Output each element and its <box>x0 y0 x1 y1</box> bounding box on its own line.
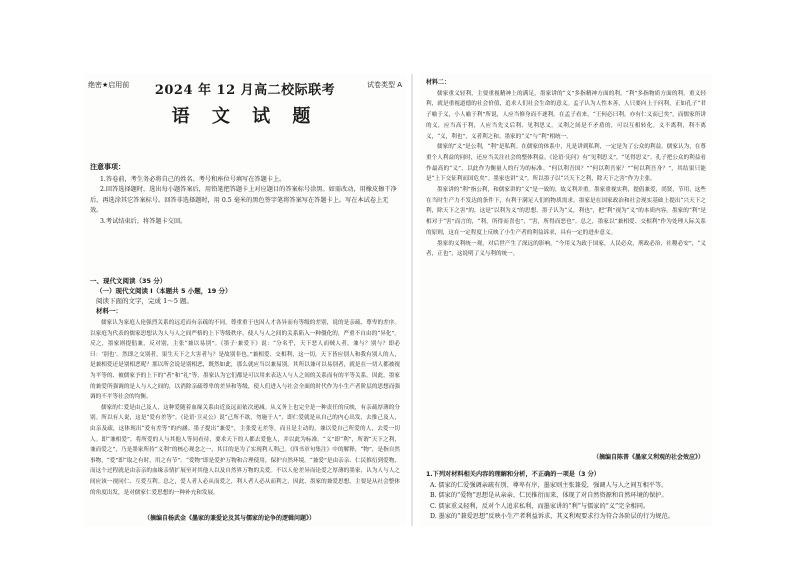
exam-title: 2024 年 12 月高二校际联考 <box>154 83 336 98</box>
material2-paragraph: 儒家的“义”是公利，“利”是私利。在儒家的体系中，凡是讲到私利，一定是为了公众的利益。儒家认为，在尊重个人利益的同时，还应当关注社会的整体利益。《论语·宪问》有“见利思义”，“见得思义”。孔子把公众的利益看作最高的“义”，以此作为衡量人的行为的标准。“何以利吾国？”“何以利吾家？”“何以利吾身？”，其结果只能是“上下交征利而国危矣”。墨家也讲“义”。所以墨子以“兴天下之利，除天下之害”作为主张。 <box>426 144 706 183</box>
material2-paragraph: 儒家重义轻利，主要重视精神上的满足，墨家讲的“义”多指精神方面的利，“利”多指物质方面的利。重义轻利，就是重视道德的社会价值，追求人们社会生命的意义。孟子认为人性本善，人只要向上于问利，正如孔子“君子喻于义，小人喻于利”所说，人应当修身而不逐利。在孟子看来，“王何必曰利，亦有仁义而已矣”，而儒家所讲的义，应当高于利，人应当先义后利、见利思义。义利之间是不矛盾的，可以互相转化。义不离利，利不离义，“义，利也”，义者利之和。墨家的“义”与“利”相统一。 <box>426 90 706 140</box>
question-1 <box>426 470 706 523</box>
exam-notes <box>90 162 400 227</box>
material2-paragraph: 墨家讲的“利”指公利，和儒家讲的“义”是一致的，故义利并重。墨家重视实利，提倡兼爱，尚贤，节用，这些在当时生产力不发达的条件下，有利于满足人们的物质需求。墨家是在国家政治和社会现实基础上提出“兴天下之利，除天下之害”的，这是“以利为义”的思想。墨子认为“义，利也”，把“利”视为“义”的本质内容。墨家的“利”是相对于“害”而言的，“利，所得而喜也”，“害，所得而恶也”。总之，墨家以“兼相爱、交相利”作为处理人际关系的原则，这在一定程度上反映了小生产者的利益诉求，具有一定的进步意义。 <box>426 187 706 236</box>
section-title: 一、现代文阅读（35 分） <box>90 277 167 285</box>
material2-paragraph: 墨家的义利统一观，对后世产生了深远的影响。“今用义为政于国家，人民必众，刑政必治，社稷必安”，“义者，正也”，这说明了义与利的统一。 <box>426 240 706 258</box>
subsection-title: （一）现代文阅读 I（本题共 5 小题，19 分） <box>96 287 232 295</box>
paper-type-label: 试卷类型 A <box>366 81 402 89</box>
option-b: B. 儒家的“爱物”思想是从亲亲、仁民推衍而来，体现了对自然资源和自然环境的保护。 <box>430 492 668 500</box>
material1-text <box>90 318 400 498</box>
question-1-title: 1.下列对材料相关内容的理解和分析，不正确的一项是（3 分） <box>426 471 600 478</box>
material1-caption: （摘编自杨武金《墨家的兼爱论及其与儒家的论争的逻辑问题》） <box>144 515 316 522</box>
material1-label: 材料一： <box>96 307 122 315</box>
note-item: 3.考试结束后，将答题卡交回。 <box>100 217 187 225</box>
confidential-mark: 绝密★启用前 <box>88 81 130 89</box>
note-item: 2.回答选择题时，选出每小题答案后，用铅笔把答题卡上对应题目的答案标号涂黑。如需改动，用橡皮擦干净后，再选涂其它答案标号。回答非选择题时，用 0.5 毫米的黑色签字笔将答案写在答题卡上。写在本试卷上无效。 <box>90 186 397 214</box>
option-a: A. 儒家的仁爱强调亲疏有别、尊卑有序，墨家则主张兼爱，强调人与人之间互相平等。 <box>430 481 668 489</box>
notes-heading: 注意事项： <box>90 163 125 171</box>
reading-section <box>90 276 400 316</box>
material2-text <box>426 78 706 260</box>
material1-paragraph: 儒家认为家庭人伦强烈关系的远近而有亲疏的不同，尊重重于也因人才各异而有等级的差别，说的是亲疏、尊卑的差序。以家庭为代表的儒家思想认为人与人之间严格的上下等级秩序，使人与人之间的关系陷入一种僵化的，严重不自由的“异化”。反之，墨家则提倡兼，反对别，主张“兼以易别”。《墨子·兼爱下》说：“分名乎，天下恶人而贼人者，兼与？别与？即必曰：‘别也’。然即之交别者，果生天下之大害者与？是故别非也。”兼相爱、交相利，这一切，天下皆应别人和我有别人的人，是兼相爱还是别相恶呢？那以所会说是别相恶，既然如此，那么就应当以兼易别。其所以兼可以易别者，就是在一切人都被视为平等的、被儒家予的上下的“者”和“礼”等，墨家认为它们都是可以用来表达人与人之间的关系而有的平等关系。因此，墨家的兼爱所强调的是人与人之间的，以消除亲疏尊卑的差异和等级，使人们进入与社会全面的时代作为小生产者阶层的思想而强调的不平等社会的均衡。 <box>90 320 400 401</box>
option-d: D. 墨家的“兼爱思想”反映小生产者利益诉求，其义利观要求行为符合各阶层的行为规范。 <box>430 513 674 521</box>
material2-label: 材料二： <box>426 79 451 86</box>
note-item: 1.答卷前，考生务必将自己的姓名、考号和座位号填写在答题卡上。 <box>100 175 286 183</box>
material1-paragraph: 儒家的仁爱是由己及人，这种爱随着血缘关系由近及远而依次递减。从义务上也完全是一种责任的反映，有亲疏厚薄的分别。所以有人说，这是“爱有差等”。《论语·卫灵公》说“己所不欲，勿施于人”，即仁爱就是从自己的内心出发，去推己及人，由亲及疏，这体现出“爱有差等”的内涵。墨子提出“兼爱”，主张爱无差等，而且是主动的，兼以爱自己所爱的人，去爱一切人。即“兼相爱”，将所爱的人与其他人等同看待，要求天下的人都去爱他人，并以此为标准。“义”即“利”，所谓“天下之利，兼而爱之”，乃是墨家所持“义利”的核心观念之一，其目的是为了实现利人利己。《四书章句集注》中的解释，“物”，是指自然事物，“爱”即“取之有时，用之有节”。“爱物”即是爱护万物和合理使用，保护自然环境。“兼爱”是由亲亲、仁民推衍到爱物，而这个过程就是由亲亲的血缘亲情扩展至对其他人以及自然界万物的关爱。不以人伦差异而论爱之厚薄的墨家，认为人与人之间应该一视同仁、互爱互利。总之，爱人者人必从而爱之，利人者人必从而利之，因此，墨家的兼爱思想，主要是从社会整体的角度出发，是对儒家仁爱思想的一种补充和发展。 <box>90 404 400 496</box>
option-c: C. 儒家重义轻利，反对个人追求私利，而墨家讲的“利”与儒家的“义”完全相同。 <box>430 502 650 510</box>
left-page <box>84 74 406 526</box>
instruction-text: 阅读下面的文字，完成 1～5 题。 <box>96 297 193 305</box>
page-fold <box>411 74 413 526</box>
right-page <box>420 74 712 526</box>
exam-subtitle: 语 文 试 题 <box>171 106 319 127</box>
material2-caption: （摘编自陈普《墨家义利观的社会效应》） <box>592 454 704 461</box>
